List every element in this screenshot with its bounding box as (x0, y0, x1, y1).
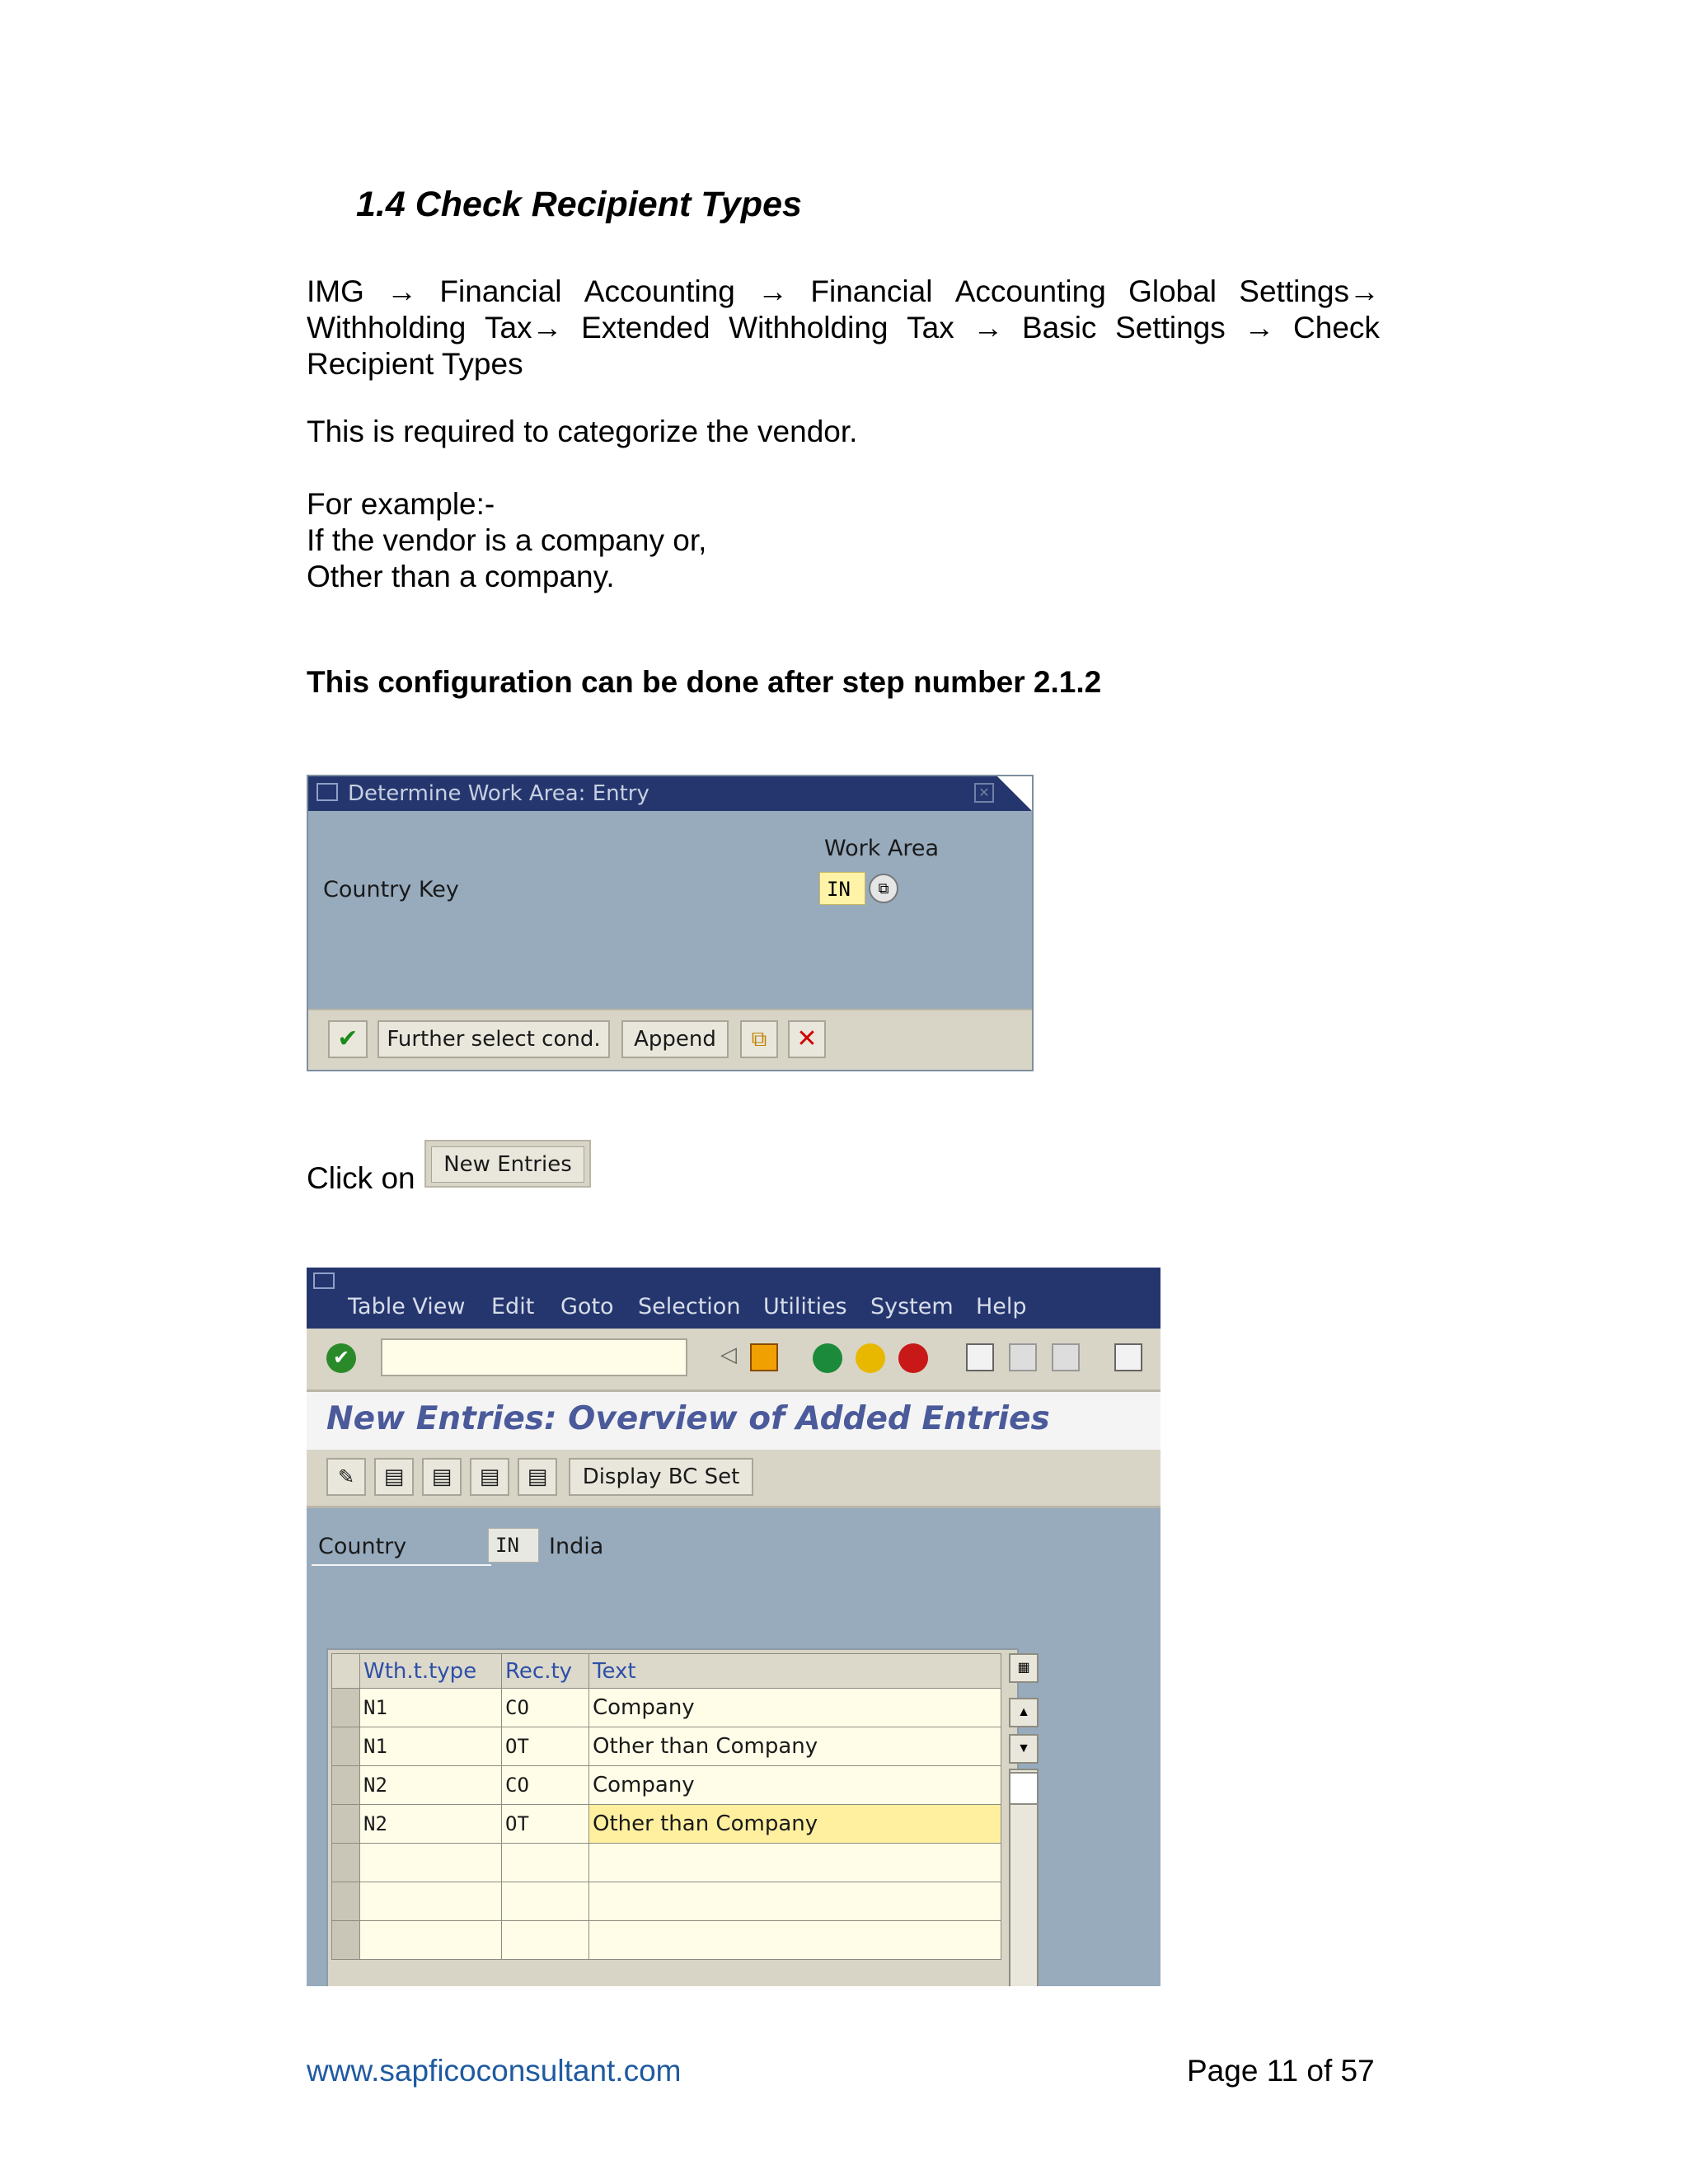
path-word: Tax (907, 311, 954, 344)
change-display-icon[interactable]: ✎ (326, 1458, 366, 1496)
path-word: Global (1128, 274, 1217, 308)
deselect-all-icon[interactable]: ▤ (518, 1458, 557, 1496)
corner-decoration (997, 776, 1032, 811)
back-arrow-icon[interactable]: ◁ (720, 1342, 737, 1366)
dialog-button-bar (308, 1009, 1032, 1070)
img-path-line-1 (307, 274, 1380, 310)
empty-cell[interactable] (502, 1844, 589, 1882)
command-field[interactable] (381, 1338, 687, 1376)
website-link[interactable]: www.sapficoconsultant.com (307, 2054, 682, 2088)
menu-help[interactable]: Help (976, 1294, 1027, 1319)
vertical-scrollbar[interactable] (1009, 1653, 1042, 1986)
continue-check-icon[interactable]: ✔ (328, 1020, 368, 1058)
path-word: Extended (581, 311, 710, 344)
example-line: If the vendor is a company or, (307, 523, 707, 557)
row-selector[interactable] (332, 1727, 360, 1766)
new-session-icon[interactable]: ⧉ (740, 1020, 778, 1058)
empty-cell[interactable] (589, 1921, 1001, 1960)
menu-table-view[interactable]: Table View (348, 1294, 466, 1319)
menu-bar (307, 1268, 1160, 1329)
empty-table-row (332, 1882, 1001, 1921)
column-header-rec-type[interactable]: Rec.ty (502, 1654, 589, 1689)
dialog-title: Determine Work Area: Entry (348, 781, 649, 806)
img-path-line-2 (307, 310, 1380, 346)
path-word: Basic (1021, 311, 1097, 344)
path-word: Accounting (954, 274, 1106, 308)
country-label: Country (318, 1534, 407, 1559)
wth-type-cell[interactable]: N1 (360, 1689, 502, 1727)
row-selector[interactable] (332, 1689, 360, 1727)
select-all-icon[interactable]: ▤ (422, 1458, 462, 1496)
column-header-wth-type[interactable]: Wth.t.type (360, 1654, 502, 1689)
window-icon (313, 1272, 335, 1289)
scroll-down-icon[interactable]: ▼ (1009, 1734, 1039, 1764)
img-path (307, 274, 1380, 382)
empty-table-row (332, 1921, 1001, 1960)
description-text: This is required to categorize the vendor. (307, 415, 858, 448)
path-word: Withholding (307, 311, 467, 344)
row-selector[interactable] (332, 1766, 360, 1805)
row-selector[interactable] (332, 1882, 360, 1921)
row-selector[interactable] (332, 1805, 360, 1844)
back-icon[interactable] (813, 1343, 842, 1373)
empty-cell[interactable] (502, 1882, 589, 1921)
text-cell[interactable]: Company (589, 1689, 1001, 1727)
table-row (332, 1727, 1001, 1766)
page-number: Page 11 of 57 (1187, 2054, 1375, 2088)
config-note: This configuration can be done after step number 2.1.2 (307, 665, 1102, 699)
select-all-cell[interactable] (332, 1654, 360, 1689)
cancel-x-icon[interactable]: ✕ (788, 1020, 826, 1058)
empty-cell[interactable] (502, 1921, 589, 1960)
close-icon[interactable]: ✕ (974, 783, 994, 803)
table-row (332, 1805, 1001, 1844)
rec-type-cell[interactable]: CO (502, 1766, 589, 1805)
menu-utilities[interactable]: Utilities (763, 1294, 847, 1319)
path-word: Accounting (584, 274, 735, 308)
example-line: Other than a company. (307, 560, 615, 593)
screen-title: New Entries: Overview of Added Entries (326, 1400, 1050, 1437)
empty-cell[interactable] (589, 1844, 1001, 1882)
new-entries-button-frame (424, 1140, 591, 1188)
menu-edit[interactable]: Edit (491, 1294, 535, 1319)
path-word: IMG (307, 274, 364, 308)
empty-cell[interactable] (360, 1844, 502, 1882)
create-session-icon[interactable] (1114, 1343, 1142, 1371)
recipient-types-table (326, 1648, 1030, 1986)
path-word: Tax→ (484, 311, 563, 344)
further-select-button[interactable]: Further select cond. (377, 1020, 610, 1058)
wth-type-cell[interactable]: N2 (360, 1766, 502, 1805)
country-key-input[interactable]: IN (819, 872, 865, 905)
application-toolbar (307, 1450, 1160, 1508)
example-block (307, 486, 706, 595)
wth-type-cell[interactable]: N2 (360, 1805, 502, 1844)
standard-toolbar (307, 1329, 1160, 1392)
value-help-icon[interactable]: ⧉ (869, 874, 898, 903)
country-field: IN (488, 1528, 539, 1563)
text-cell[interactable]: Other than Company (589, 1727, 1001, 1766)
scroll-up-icon[interactable]: ▲ (1009, 1698, 1039, 1727)
new-entries-button[interactable]: New Entries (431, 1146, 584, 1183)
row-selector[interactable] (332, 1844, 360, 1882)
exit-icon[interactable] (856, 1343, 885, 1373)
arrow-icon: → (387, 274, 418, 308)
table-row (332, 1689, 1001, 1727)
rec-type-cell[interactable]: OT (502, 1805, 589, 1844)
arrow-icon: → (1244, 311, 1275, 344)
cancel-icon[interactable] (898, 1343, 928, 1373)
empty-cell[interactable] (360, 1882, 502, 1921)
menu-goto[interactable]: Goto (560, 1294, 614, 1319)
window-icon (316, 783, 338, 801)
delete-row-icon[interactable]: ▤ (374, 1458, 414, 1496)
wth-type-cell[interactable]: N1 (360, 1727, 502, 1766)
table-row (332, 1766, 1001, 1805)
table-settings-icon[interactable]: ▦ (1009, 1653, 1039, 1683)
section-heading: 1.4 Check Recipient Types (356, 185, 802, 224)
work-area-dialog (307, 775, 1034, 1071)
work-area-label: Work Area (824, 836, 940, 861)
menu-selection[interactable]: Selection (638, 1294, 741, 1319)
empty-cell[interactable] (589, 1882, 1001, 1921)
print-icon[interactable] (966, 1343, 994, 1371)
click-on-text: Click on (307, 1161, 415, 1195)
enter-check-icon[interactable]: ✔ (326, 1343, 356, 1373)
country-key-label: Country Key (323, 877, 459, 902)
save-icon[interactable] (750, 1343, 778, 1371)
dialog-titlebar (308, 776, 1032, 811)
table-header-row (332, 1654, 1001, 1689)
path-word: Check (1293, 311, 1380, 344)
arrow-icon: → (973, 311, 1004, 344)
rec-type-cell[interactable]: OT (502, 1727, 589, 1766)
find-icon[interactable] (1009, 1343, 1037, 1371)
path-word: Withholding (729, 311, 889, 344)
path-word: Settings (1115, 311, 1226, 344)
column-header-text[interactable]: Text (589, 1654, 1001, 1689)
country-underline (312, 1564, 491, 1566)
screen-title-bar (307, 1392, 1160, 1450)
display-bc-set-button[interactable]: Display BC Set (569, 1458, 753, 1496)
path-word: Recipient Types (307, 347, 523, 381)
path-word: Financial (810, 274, 933, 308)
sap-window (307, 1268, 1160, 1986)
example-line: For example:- (307, 487, 495, 521)
path-word: Settings→ (1239, 274, 1380, 308)
empty-cell[interactable] (360, 1921, 502, 1960)
append-button[interactable]: Append (621, 1020, 729, 1058)
menu-system[interactable]: System (870, 1294, 954, 1319)
path-word: Financial (439, 274, 562, 308)
text-cell-active[interactable]: Other than Company (589, 1805, 1001, 1844)
text-cell[interactable]: Company (589, 1766, 1001, 1805)
empty-table-row (332, 1844, 1001, 1882)
rec-type-cell[interactable]: CO (502, 1689, 589, 1727)
scroll-thumb[interactable] (1009, 1772, 1039, 1805)
arrow-icon: → (757, 274, 789, 308)
select-block-icon[interactable]: ▤ (470, 1458, 509, 1496)
img-path-line-3 (307, 346, 1380, 382)
row-selector[interactable] (332, 1921, 360, 1960)
country-name: India (549, 1534, 604, 1559)
find-next-icon[interactable] (1052, 1343, 1080, 1371)
